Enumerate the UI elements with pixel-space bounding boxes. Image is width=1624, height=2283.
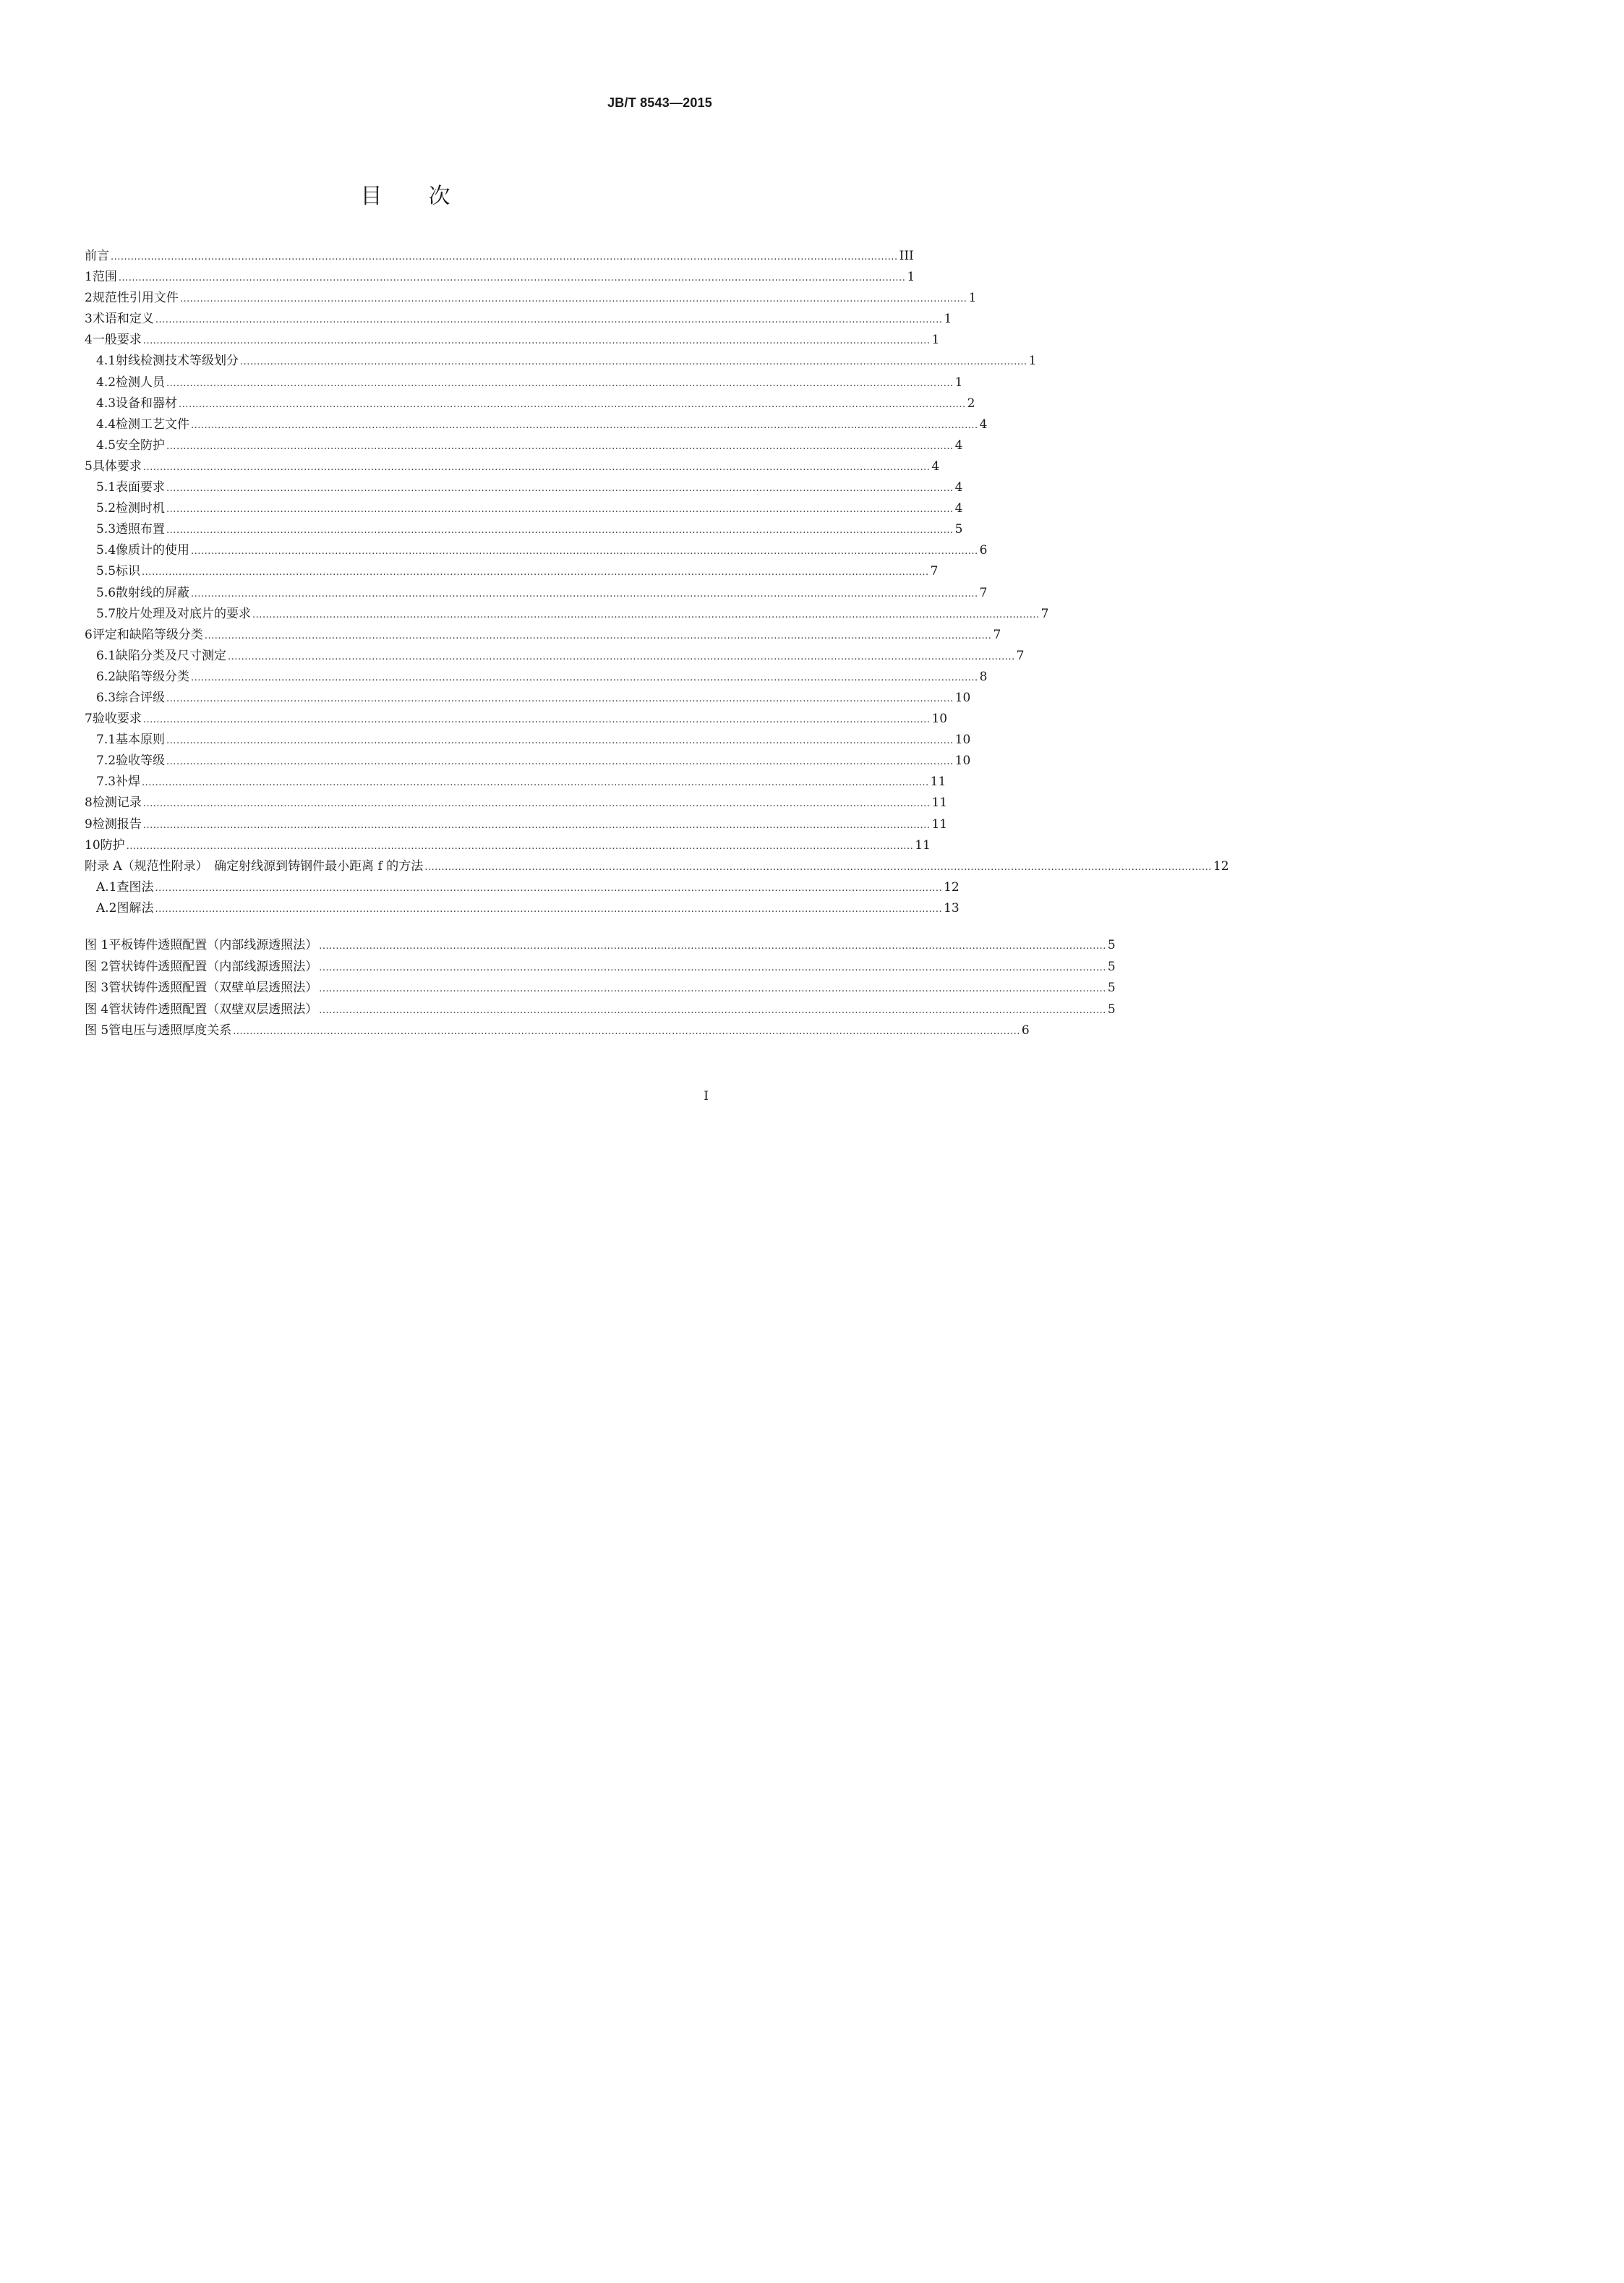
entry-number: 6.3 [96, 690, 116, 705]
toc-entry[interactable] [85, 519, 963, 540]
entry-number: 2 [85, 291, 93, 306]
toc-entry[interactable] [85, 898, 960, 919]
entry-page: 1 [1028, 354, 1037, 369]
entry-page: III [899, 249, 914, 263]
entry-number: 9 [85, 816, 93, 832]
entry-title: 像质计的使用 [116, 543, 190, 558]
entry-title: 标识 [116, 564, 141, 579]
toc-entry[interactable] [85, 688, 971, 709]
entry-number: 7 [85, 712, 93, 727]
dot-leader: ........................................................................................................................................................................................................................................... [166, 735, 954, 747]
entry-title: 范围 [92, 270, 117, 285]
list-of-figures [85, 935, 1116, 1042]
toc-entry[interactable] [85, 793, 948, 814]
entry-title: 防护 [100, 837, 125, 853]
toc-entry[interactable] [85, 856, 1229, 877]
entry-number: 7.2 [96, 754, 116, 769]
page-title-left: 目 [360, 184, 384, 209]
entry-page: 6 [1021, 1023, 1030, 1038]
entry-page: 11 [931, 795, 948, 811]
entry-page: 5 [1107, 981, 1116, 996]
entry-title: 基本原则 [116, 733, 166, 748]
toc-entry[interactable] [85, 772, 946, 793]
entry-title: 缺陷等级分类 [116, 669, 190, 684]
dot-leader: ........................................................................................................................................................................................................................................... [191, 419, 978, 431]
entry-title: 表面要求 [116, 480, 166, 495]
dot-leader: ........................................................................................................................................................................................................................................... [319, 983, 1106, 995]
entry-title: 设备和器材 [116, 396, 178, 411]
entry-page: 5 [1107, 1002, 1116, 1017]
entry-page: 1 [907, 270, 915, 285]
entry-number: 5.6 [96, 585, 116, 600]
entry-page: 7 [979, 585, 988, 600]
entry-number: 5.4 [96, 543, 116, 558]
page-number: I [704, 1089, 709, 1104]
dot-leader: ........................................................................................................................................................................................................................................... [142, 336, 931, 347]
toc-entry[interactable] [85, 435, 963, 456]
toc-entry[interactable] [85, 604, 1049, 625]
entry-number: 4.1 [96, 354, 116, 369]
dot-leader: ........................................................................................................................................................................................................................................... [111, 252, 898, 263]
entry-number: 图 2 [85, 959, 109, 974]
entry-page: 1 [954, 375, 963, 390]
entry-number: 6.1 [96, 648, 116, 663]
entry-page: 6 [979, 543, 988, 558]
toc-entry[interactable] [85, 877, 960, 898]
dot-leader: ........................................................................................................................................................................................................................................... [142, 714, 931, 726]
entry-page: 10 [954, 690, 971, 705]
entry-page: 1 [968, 291, 977, 306]
entry-number: 4 [85, 333, 93, 348]
toc-entry[interactable] [85, 393, 975, 414]
entry-number: 4.2 [96, 375, 116, 390]
dot-leader: ........................................................................................................................................................................................................................................... [319, 1004, 1106, 1016]
entry-title: 图解法 [116, 900, 154, 916]
entry-number: 图 1 [85, 938, 109, 952]
entry-number: 5.2 [96, 501, 116, 516]
toc-entry[interactable] [85, 835, 931, 856]
entry-page: 11 [915, 837, 931, 853]
figure-entry[interactable] [85, 935, 1116, 957]
dot-leader: ........................................................................................................................................................................................................................................... [142, 777, 929, 789]
entry-title: 综合评级 [116, 690, 166, 705]
dot-leader: ........................................................................................................................................................................................................................................... [166, 483, 954, 495]
dot-leader: ........................................................................................................................................................................................................................................... [126, 840, 914, 852]
entry-title: 验收要求 [92, 712, 142, 727]
toc-entry[interactable] [85, 351, 1037, 372]
entry-page: 1 [931, 333, 940, 348]
toc-entry[interactable] [85, 561, 939, 582]
toc-entry[interactable] [85, 709, 948, 730]
dot-leader: ........................................................................................................................................................................................................................................... [142, 819, 931, 831]
entry-page: 7 [930, 564, 939, 579]
entry-number: 5.3 [96, 522, 116, 537]
dot-leader: ........................................................................................................................................................................................................................................... [179, 294, 967, 305]
entry-page: 5 [1107, 938, 1116, 952]
entry-number: 6 [85, 627, 93, 642]
toc-entry[interactable] [85, 309, 952, 330]
entry-page: 11 [930, 774, 946, 790]
entry-title: 管状铸件透照配置（内部线源透照法） [108, 959, 318, 974]
entry-title: 检测报告 [92, 816, 142, 832]
entry-page: 4 [954, 438, 963, 453]
entry-number: 8 [85, 795, 93, 811]
dot-leader: ........................................................................................................................................................................................................................................... [142, 567, 929, 579]
entry-title: 检测人员 [116, 375, 166, 390]
entry-number: 5.7 [96, 606, 116, 621]
entry-title: 管状铸件透照配置（双壁单层透照法） [108, 981, 318, 996]
entry-page: 5 [1107, 959, 1116, 974]
entry-page: 12 [1213, 858, 1229, 874]
entry-number: 4.3 [96, 396, 116, 411]
entry-page: 4 [954, 480, 963, 495]
entry-title: 前言 [85, 249, 109, 263]
entry-title: 补焊 [116, 774, 141, 790]
page-title [0, 178, 812, 210]
entry-title: 检测记录 [92, 795, 142, 811]
entry-title: 射线检测技术等级划分 [116, 354, 239, 369]
dot-leader: ........................................................................................................................................................................................................................................... [228, 651, 1015, 662]
standard-code: JB/T 8543—2015 [607, 95, 712, 110]
dot-leader: ........................................................................................................................................................................................................................................... [166, 504, 954, 516]
entry-page: 5 [954, 522, 963, 537]
entry-title: 具体要求 [92, 458, 142, 474]
toc-entry[interactable] [85, 814, 948, 835]
dot-leader: ........................................................................................................................................................................................................................................... [424, 861, 1212, 873]
entry-number: 图 3 [85, 981, 109, 996]
entry-number: 5.1 [96, 480, 116, 495]
entry-page: 10 [954, 733, 971, 748]
dot-leader: ........................................................................................................................................................................................................................................... [155, 903, 943, 915]
entry-number: A.1 [96, 879, 117, 895]
entry-page: 4 [979, 417, 988, 432]
entry-number: 图 4 [85, 1002, 109, 1017]
dot-leader: ........................................................................................................................................................................................................................................... [191, 588, 978, 599]
dot-leader: ........................................................................................................................................................................................................................................... [118, 273, 906, 284]
entry-number: 5 [85, 458, 93, 474]
entry-page: 10 [954, 754, 971, 769]
figure-entry[interactable] [85, 999, 1116, 1021]
dot-leader: ........................................................................................................................................................................................................................................... [191, 546, 978, 558]
figure-entry[interactable] [85, 957, 1116, 978]
toc-entry[interactable] [85, 330, 940, 351]
entry-title: 规范性引用文件 [92, 291, 179, 306]
entry-page: 7 [1040, 606, 1049, 621]
entry-title: 散射线的屏蔽 [116, 585, 190, 600]
entry-page: 13 [944, 900, 960, 916]
figure-entry[interactable] [85, 978, 1116, 999]
entry-number: A.2 [96, 900, 117, 916]
entry-title: 检测时机 [116, 501, 166, 516]
dot-leader: ........................................................................................................................................................................................................................................... [319, 941, 1106, 952]
entry-number: 1 [85, 270, 93, 285]
toc-entry[interactable] [85, 456, 940, 477]
dot-leader: ........................................................................................................................................................................................................................................... [252, 609, 1040, 620]
toc-entry[interactable] [85, 583, 988, 604]
entry-number: 6.2 [96, 669, 116, 684]
entry-number: 图 5 [85, 1023, 109, 1038]
entry-page: 11 [931, 816, 948, 832]
entry-title: 平板铸件透照配置（内部线源透照法） [108, 938, 318, 952]
toc-entry[interactable] [85, 246, 914, 267]
entry-page: 10 [931, 712, 948, 727]
entry-number: 4.5 [96, 438, 116, 453]
entry-number: 7.1 [96, 733, 116, 748]
dot-leader: ........................................................................................................................................................................................................................................... [179, 398, 966, 410]
toc-entry[interactable] [85, 477, 963, 498]
entry-number: 3 [85, 312, 93, 327]
dot-leader: ........................................................................................................................................................................................................................................... [240, 357, 1027, 368]
table-of-contents [85, 246, 1229, 919]
page-title-right: 次 [428, 184, 452, 209]
toc-entry[interactable] [85, 372, 963, 393]
toc-entry[interactable] [85, 646, 1025, 667]
dot-leader: ........................................................................................................................................................................................................................................... [142, 461, 931, 473]
dot-leader: ........................................................................................................................................................................................................................................... [142, 798, 931, 810]
dot-leader: ........................................................................................................................................................................................................................................... [191, 672, 978, 683]
entry-number: 5.5 [96, 564, 116, 579]
dot-leader: ........................................................................................................................................................................................................................................... [166, 756, 954, 768]
entry-number: 7.3 [96, 774, 116, 790]
entry-page: 1 [944, 312, 952, 327]
toc-entry[interactable] [85, 667, 988, 688]
toc-entry[interactable] [85, 498, 963, 519]
toc-entry[interactable] [85, 288, 977, 309]
dot-leader: ........................................................................................................................................................................................................................................... [166, 693, 954, 704]
entry-title: 查图法 [116, 879, 154, 895]
entry-page: 4 [954, 501, 963, 516]
dot-leader: ........................................................................................................................................................................................................................................... [166, 525, 954, 537]
entry-title: 管状铸件透照配置（双壁双层透照法） [108, 1002, 318, 1017]
entry-title: 管电压与透照厚度关系 [108, 1023, 232, 1038]
dot-leader: ........................................................................................................................................................................................................................................... [233, 1026, 1020, 1038]
figure-entry[interactable] [85, 1020, 1030, 1042]
entry-title: 缺陷分类及尺寸测定 [116, 648, 227, 663]
dot-leader: ........................................................................................................................................................................................................................................... [155, 315, 943, 326]
dot-leader: ........................................................................................................................................................................................................................................... [166, 440, 954, 452]
dot-leader: ........................................................................................................................................................................................................................................... [155, 882, 943, 894]
entry-page: 8 [979, 669, 988, 684]
entry-title: 一般要求 [92, 333, 142, 348]
entry-title: 胶片处理及对底片的要求 [116, 606, 252, 621]
entry-page: 7 [1016, 648, 1025, 663]
entry-title: 评定和缺陷等级分类 [92, 627, 203, 642]
toc-entry[interactable] [85, 751, 971, 772]
entry-title: 附录 A（规范性附录） 确定射线源到铸钢件最小距离 f 的方法 [85, 858, 424, 874]
toc-entry[interactable] [85, 267, 915, 288]
entry-title: 验收等级 [116, 754, 166, 769]
toc-entry[interactable] [85, 625, 1001, 646]
dot-leader: ........................................................................................................................................................................................................................................... [319, 962, 1106, 973]
entry-title: 检测工艺文件 [116, 417, 190, 432]
toc-entry[interactable] [85, 730, 971, 751]
dot-leader: ........................................................................................................................................................................................................................................... [204, 630, 992, 641]
entry-number: 10 [85, 837, 101, 853]
entry-page: 12 [944, 879, 960, 895]
entry-title: 透照布置 [116, 522, 166, 537]
entry-page: 4 [931, 458, 940, 474]
dot-leader: ........................................................................................................................................................................................................................................... [166, 377, 954, 389]
entry-title: 安全防护 [116, 438, 166, 453]
entry-number: 4.4 [96, 417, 116, 432]
entry-page: 2 [967, 396, 975, 411]
entry-page: 7 [993, 627, 1001, 642]
toc-entry[interactable] [85, 414, 988, 435]
entry-title: 术语和定义 [92, 312, 154, 327]
toc-entry[interactable] [85, 540, 988, 561]
